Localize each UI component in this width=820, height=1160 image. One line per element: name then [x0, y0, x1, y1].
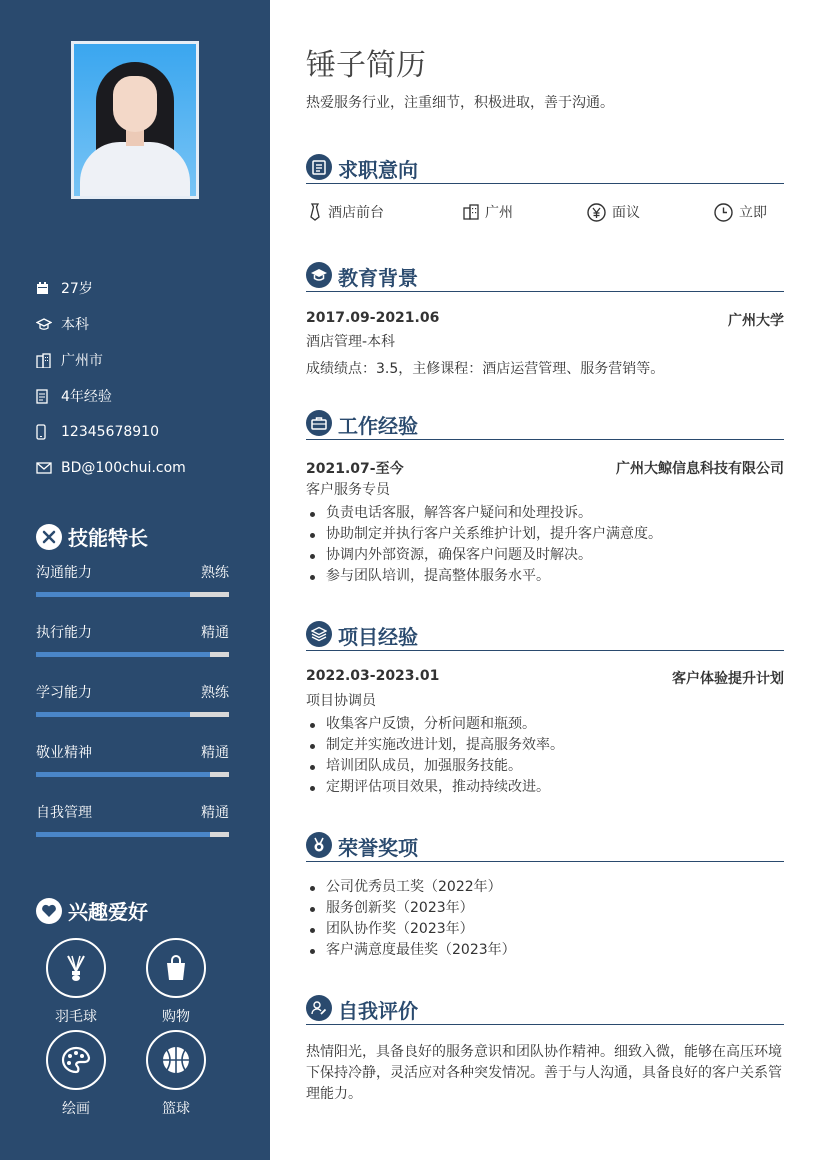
project-role: 项目协调员 — [306, 693, 376, 709]
education-detail: 成绩绩点：3.5，主修课程：酒店运营管理、服务营销等。 — [306, 361, 665, 377]
clock-icon — [714, 203, 733, 222]
user-edit-icon — [306, 995, 332, 1021]
personal-info — [36, 270, 186, 486]
skill-level: 熟练 — [201, 565, 229, 581]
intent-availability: 立即 — [714, 202, 767, 222]
list-item: 参与团队培训，提高整体服务水平。 — [306, 566, 784, 587]
list-item: 客户满意度最佳奖（2023年） — [306, 940, 784, 961]
list-item: 培训团队成员，加强服务技能。 — [306, 756, 784, 777]
skill-bar — [36, 652, 229, 657]
info-phone — [36, 414, 186, 450]
skill-level: 精通 — [201, 805, 229, 821]
yen-icon — [587, 203, 606, 222]
graduation-cap-icon — [36, 318, 61, 331]
info-age — [36, 270, 186, 306]
profile-photo — [71, 41, 199, 199]
work-entry-head — [306, 458, 784, 478]
medal-icon — [306, 832, 332, 858]
skill-name: 敬业精神 — [36, 745, 92, 761]
skill-item — [36, 622, 229, 657]
education-major: 酒店管理-本科 — [306, 334, 396, 350]
skill-name: 自我管理 — [36, 805, 92, 821]
skill-bar — [36, 832, 229, 837]
skill-level: 熟练 — [201, 685, 229, 701]
work-company: 广州大鲸信息科技有限公司 — [616, 461, 784, 477]
tagline: 热爱服务行业，注重细节，积极进取，善于沟通。 — [306, 95, 614, 111]
list-item: 团队协作奖（2023年） — [306, 919, 784, 940]
hobby-badminton: 羽毛球 — [36, 938, 116, 1026]
work-period: 2021.07-至今 — [306, 461, 404, 477]
evaluation-text: 热情阳光，具备良好的服务意识和团队协作精神。细致入微，能够在高压环境下保持冷静，灵活应对各种突发情况。善于与人沟通，具备良好的客户关系管理能力。 — [306, 1044, 782, 1102]
intent-heading: 求职意向 — [306, 154, 784, 184]
awards-list — [306, 877, 784, 961]
shopping-bag-icon — [146, 938, 206, 998]
age-text: 27岁 — [61, 281, 93, 297]
list-item: 协调内外部资源，确保客户问题及时解决。 — [306, 545, 784, 566]
list-item: 服务创新奖（2023年） — [306, 898, 784, 919]
badminton-icon — [46, 938, 106, 998]
tools-icon — [36, 524, 62, 550]
list-item: 定期评估项目效果，推动持续改进。 — [306, 777, 784, 798]
info-degree — [36, 306, 186, 342]
briefcase-icon — [306, 410, 332, 436]
list-item: 协助制定并执行客户关系维护计划，提升客户满意度。 — [306, 524, 784, 545]
work-heading: 工作经验 — [306, 410, 784, 440]
document-icon — [36, 389, 61, 404]
palette-icon — [46, 1030, 106, 1090]
skill-item — [36, 742, 229, 777]
degree-text: 本科 — [61, 317, 89, 333]
skill-name: 学习能力 — [36, 685, 92, 701]
list-item: 收集客户反馈，分析问题和瓶颈。 — [306, 714, 784, 735]
skill-item — [36, 802, 229, 837]
project-entry-head — [306, 668, 784, 688]
email-text: BD@100chui.com — [61, 460, 186, 476]
intent-position: 酒店前台 — [308, 202, 384, 222]
resume-name: 锤子简历 — [306, 48, 426, 83]
project-period: 2022.03-2023.01 — [306, 668, 440, 684]
list-item: 制定并实施改进计划，提高服务效率。 — [306, 735, 784, 756]
project-heading: 项目经验 — [306, 621, 784, 651]
info-experience — [36, 378, 186, 414]
skill-level: 精通 — [201, 745, 229, 761]
skill-bar-fill — [36, 592, 190, 597]
experience-text: 4年经验 — [61, 389, 112, 405]
skill-bar-fill — [36, 652, 210, 657]
hobby-painting: 绘画 — [36, 1030, 116, 1118]
skill-bar — [36, 712, 229, 717]
hobbies-heading: 兴趣爱好 — [36, 896, 148, 925]
skill-name: 沟通能力 — [36, 565, 92, 581]
project-bullets — [306, 714, 784, 798]
education-school: 广州大学 — [728, 313, 784, 329]
awards-heading: 荣誉奖项 — [306, 832, 784, 862]
skill-bar-fill — [36, 832, 210, 837]
list-item: 负责电话客服，解答客户疑问和处理投诉。 — [306, 503, 784, 524]
education-heading: 教育背景 — [306, 262, 784, 292]
skill-bar — [36, 772, 229, 777]
intent-salary: 面议 — [587, 202, 640, 222]
skill-name: 执行能力 — [36, 625, 92, 641]
building-icon — [36, 353, 61, 368]
education-entry-head — [306, 310, 784, 330]
sidebar — [0, 0, 270, 1160]
info-city — [36, 342, 186, 378]
intent-row — [306, 202, 784, 226]
envelope-icon — [36, 462, 61, 474]
city-text: 广州市 — [61, 353, 103, 369]
hobby-shopping: 购物 — [136, 938, 216, 1026]
hobby-basketball: 篮球 — [136, 1030, 216, 1118]
phone-text: 12345678910 — [61, 424, 159, 440]
phone-icon — [36, 424, 61, 440]
skill-bar-fill — [36, 772, 210, 777]
project-name: 客户体验提升计划 — [672, 671, 784, 687]
clipboard-icon — [306, 154, 332, 180]
work-role: 客户服务专员 — [306, 482, 390, 498]
intent-city: 广州 — [463, 202, 513, 222]
tie-icon — [308, 203, 322, 221]
building-icon — [463, 204, 479, 220]
layers-icon — [306, 621, 332, 647]
skill-bar-fill — [36, 712, 190, 717]
skill-item — [36, 682, 229, 717]
basketball-icon — [146, 1030, 206, 1090]
skill-item — [36, 562, 229, 597]
calendar-icon — [36, 282, 61, 295]
education-period: 2017.09-2021.06 — [306, 310, 440, 326]
skill-level: 精通 — [201, 625, 229, 641]
list-item: 公司优秀员工奖（2022年） — [306, 877, 784, 898]
work-bullets — [306, 503, 784, 587]
evaluation-heading: 自我评价 — [306, 995, 784, 1025]
heart-icon — [36, 898, 62, 924]
skill-bar — [36, 592, 229, 597]
info-email — [36, 450, 186, 486]
graduation-cap-icon — [306, 262, 332, 288]
skills-heading: 技能特长 — [36, 522, 148, 551]
